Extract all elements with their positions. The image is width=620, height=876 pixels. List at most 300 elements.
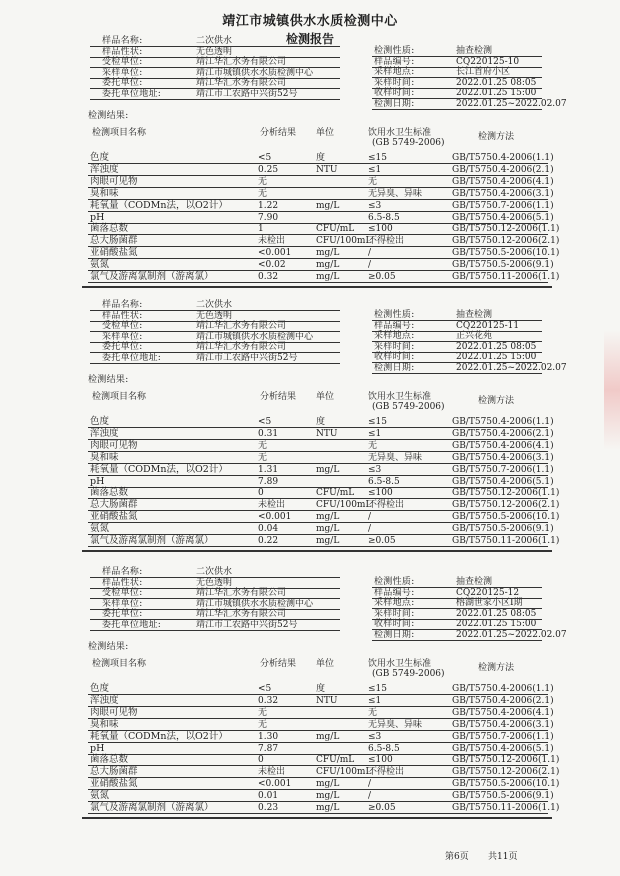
field-underline xyxy=(90,57,340,58)
report-title: 检测报告 xyxy=(285,32,334,46)
field-value-inspected-unit: 靖江华汇水务有限公司 xyxy=(196,321,287,331)
table-cell-standard: 无异臭、异味 xyxy=(368,452,423,463)
seal-edge-mark xyxy=(604,330,620,450)
field-value-sampling-site: 长江首府小区 xyxy=(456,67,511,77)
table-cell-result: 无 xyxy=(258,188,268,199)
field-underline xyxy=(90,352,340,353)
table-cell-standard: / xyxy=(368,248,372,259)
table-cell-item: 亚硝酸盐氮 xyxy=(90,247,138,259)
table-cell-result: 7.89 xyxy=(258,476,279,487)
table-cell-method: GB/T5750.7-2006(1.1) xyxy=(452,731,554,742)
field-value-test-date: 2022.01.25~2022.02.07 xyxy=(456,629,567,640)
field-label: 收样时间: xyxy=(374,352,415,362)
field-label: 样品编号: xyxy=(374,587,415,598)
field-underline xyxy=(372,352,542,353)
field-underline xyxy=(90,630,340,631)
table-cell-standard: / xyxy=(368,260,372,271)
field-underline xyxy=(372,362,542,363)
table-cell-result: 无 xyxy=(258,176,268,187)
table-cell-standard: 不得检出 xyxy=(368,236,405,247)
table-cell-method: GB/T5750.7-2006(1.1) xyxy=(452,464,554,475)
field-value-sample-nature: 无色透明 xyxy=(196,577,233,588)
table-cell-method: GB/T5750.11-2006(1.1) xyxy=(452,803,560,813)
page-total: 共11页 xyxy=(488,852,518,862)
org-name: 靖江市城镇供水水质检测中心 xyxy=(222,14,398,29)
column-header-standard-code: (GB 5749-2006) xyxy=(372,402,445,412)
field-label: 采样地点: xyxy=(374,67,415,77)
table-cell-standard: ≤3 xyxy=(368,464,382,475)
column-header-method: 检测方法 xyxy=(478,132,515,142)
page-number: 第6页 xyxy=(445,852,469,862)
table-cell-method: GB/T5750.4-2006(5.1) xyxy=(452,212,554,223)
table-cell-method: GB/T5750.5-2006(9.1) xyxy=(452,260,554,271)
table-cell-item: 肉眼可见物 xyxy=(90,175,138,187)
table-cell-unit: NTU xyxy=(316,164,338,175)
field-value-sampling-unit: 靖江市城镇供水水质检测中心 xyxy=(196,598,314,609)
field-value-sample-no: CQ220125-12 xyxy=(456,587,520,598)
column-header-unit: 单位 xyxy=(316,128,335,138)
table-cell-method: GB/T5750.4-2006(3.1) xyxy=(452,452,554,463)
column-header-standard-code: (GB 5749-2006) xyxy=(372,138,445,148)
field-label: 委托单位: xyxy=(102,342,143,352)
table-cell-standard: 无异臭、异味 xyxy=(368,719,423,730)
field-value-receive-time: 2022.01.25 15:00 xyxy=(456,619,537,629)
column-header-result: 分析结果 xyxy=(260,392,297,402)
table-cell-method: GB/T5750.4-2006(5.1) xyxy=(452,476,554,487)
field-label: 委托单位地址: xyxy=(102,619,162,630)
results-label: 检测结果: xyxy=(88,111,129,121)
table-cell-result: 未检出 xyxy=(258,236,286,247)
field-label: 样品性状: xyxy=(102,310,143,321)
table-cell-item: 肉眼可见物 xyxy=(90,706,138,718)
table-cell-result: <5 xyxy=(258,684,272,694)
table-cell-item: 氨氮 xyxy=(90,523,110,535)
table-cell-standard: ≤1 xyxy=(368,164,382,175)
table-cell-method: GB/T5750.12-2006(2.1) xyxy=(452,236,560,247)
table-cell-unit: CFU/100mL xyxy=(316,500,372,511)
field-value-commission-addr: 靖江市工农路中兴街52号 xyxy=(196,88,298,99)
table-cell-item: 亚硝酸盐氮 xyxy=(90,778,138,790)
table-cell-result: 0.32 xyxy=(258,272,279,282)
table-cell-method: GB/T5750.11-2006(1.1) xyxy=(452,272,560,282)
field-underline xyxy=(372,629,542,630)
table-cell-standard: ≤15 xyxy=(368,153,387,163)
table-cell-method: GB/T5750.12-2006(2.1) xyxy=(452,767,560,778)
table-cell-unit: mg/L xyxy=(316,791,340,802)
table-cell-unit: mg/L xyxy=(316,512,340,523)
field-value-test-nature: 抽查检测 xyxy=(456,310,493,320)
table-cell-unit: mg/L xyxy=(316,536,340,546)
table-cell-method: GB/T5750.12-2006(1.1) xyxy=(452,755,560,766)
field-label: 样品名称: xyxy=(102,36,143,46)
column-header-item: 检测项目名称 xyxy=(92,128,147,138)
field-underline xyxy=(372,608,542,609)
table-cell-unit: CFU/100mL xyxy=(316,236,372,247)
field-label: 委托单位地址: xyxy=(102,352,162,363)
column-header-standard-code: (GB 5749-2006) xyxy=(372,669,445,679)
field-value-test-date: 2022.01.25~2022.02.07 xyxy=(456,362,567,373)
column-header-standard: 饮用水卫生标准 xyxy=(368,392,432,402)
table-cell-unit: mg/L xyxy=(316,248,340,259)
table-cell-item: 氨氮 xyxy=(90,790,110,802)
field-underline xyxy=(90,609,340,610)
table-cell-item: 浑浊度 xyxy=(90,427,119,439)
field-label: 检测日期: xyxy=(374,98,415,109)
table-cell-standard: ≤100 xyxy=(368,755,393,766)
table-cell-method: GB/T5750.11-2006(1.1) xyxy=(452,536,560,546)
table-cell-method: GB/T5750.12-2006(1.1) xyxy=(452,224,560,235)
field-value-sampling-time: 2022.01.25 08:05 xyxy=(456,77,537,88)
table-cell-result: 1.22 xyxy=(258,200,279,211)
field-label: 收样时间: xyxy=(374,619,415,629)
table-cell-result: 0.04 xyxy=(258,524,279,535)
report-header xyxy=(0,10,620,47)
field-value-receive-time: 2022.01.25 15:00 xyxy=(456,352,537,362)
field-label: 采样时间: xyxy=(374,341,415,352)
table-row-line xyxy=(88,718,548,719)
field-underline xyxy=(372,67,542,68)
table-cell-standard: 6.5-8.5 xyxy=(368,212,400,223)
table-cell-standard: / xyxy=(368,791,372,802)
field-label: 样品性状: xyxy=(102,46,143,57)
column-header-unit: 单位 xyxy=(316,659,335,669)
table-cell-item: 亚硝酸盐氮 xyxy=(90,511,138,523)
table-cell-result: 1.30 xyxy=(258,731,279,742)
table-cell-standard: ≤3 xyxy=(368,200,382,211)
table-cell-result: 7.90 xyxy=(258,212,279,223)
field-label: 样品名称: xyxy=(102,567,143,577)
field-label: 受检单位: xyxy=(102,57,143,67)
field-underline xyxy=(90,363,340,364)
field-underline xyxy=(90,331,340,332)
field-underline xyxy=(90,577,340,578)
table-cell-result: 无 xyxy=(258,719,268,730)
field-label: 采样单位: xyxy=(102,67,143,78)
table-cell-standard: 无 xyxy=(368,176,378,187)
field-underline xyxy=(90,619,340,620)
field-underline xyxy=(372,77,542,78)
table-cell-standard: ≤15 xyxy=(368,417,387,427)
field-underline xyxy=(372,320,542,321)
table-cell-unit: NTU xyxy=(316,428,338,439)
field-underline xyxy=(90,67,340,68)
table-cell-method: GB/T5750.4-2006(4.1) xyxy=(452,440,554,451)
field-label: 检测日期: xyxy=(374,629,415,640)
field-underline xyxy=(90,78,340,79)
field-label: 采样地点: xyxy=(374,598,415,608)
table-cell-method: GB/T5750.7-2006(1.1) xyxy=(452,200,554,211)
column-header-item: 检测项目名称 xyxy=(92,659,147,669)
field-value-commission-unit: 靖江华汇水务有限公司 xyxy=(196,78,287,88)
table-cell-item: 色度 xyxy=(90,152,110,163)
table-cell-method: GB/T5750.4-2006(3.1) xyxy=(452,719,554,730)
field-underline xyxy=(372,88,542,89)
table-row-line xyxy=(88,439,548,440)
field-underline xyxy=(372,640,542,641)
column-header-standard: 饮用水卫生标准 xyxy=(368,659,432,669)
table-cell-result: <0.001 xyxy=(258,248,292,259)
table-cell-result: 0.22 xyxy=(258,536,279,546)
table-cell-result: 0.32 xyxy=(258,695,279,706)
field-value-inspected-unit: 靖江华汇水务有限公司 xyxy=(196,588,287,598)
table-cell-item: 耗氧量（CODMn法，以O2计） xyxy=(90,463,228,475)
table-cell-item: 总大肠菌群 xyxy=(90,766,138,778)
column-header-method: 检测方法 xyxy=(478,396,515,406)
table-cell-method: GB/T5750.5-2006(10.1) xyxy=(452,248,560,259)
field-value-sample-nature: 无色透明 xyxy=(196,310,233,321)
field-value-test-date: 2022.01.25~2022.02.07 xyxy=(456,98,567,109)
field-value-sampling-time: 2022.01.25 08:05 xyxy=(456,608,537,619)
field-value-sample-name: 二次供水 xyxy=(196,567,233,577)
table-row-line xyxy=(88,211,548,212)
column-header-method: 检测方法 xyxy=(478,663,515,673)
table-cell-result: 0 xyxy=(258,755,264,766)
results-label: 检测结果: xyxy=(88,375,129,385)
table-cell-unit: mg/L xyxy=(316,200,340,211)
column-header-result: 分析结果 xyxy=(260,128,297,138)
table-cell-unit: CFU/100mL xyxy=(316,767,372,778)
table-cell-method: GB/T5750.4-2006(2.1) xyxy=(452,428,554,439)
table-cell-result: <0.001 xyxy=(258,512,292,523)
column-header-result: 分析结果 xyxy=(260,659,297,669)
table-row-line xyxy=(88,282,548,283)
table-cell-method: GB/T5750.4-2006(2.1) xyxy=(452,695,554,706)
field-underline xyxy=(90,588,340,589)
field-label: 检测日期: xyxy=(374,362,415,373)
table-cell-method: GB/T5750.4-2006(5.1) xyxy=(452,743,554,754)
table-cell-method: GB/T5750.12-2006(1.1) xyxy=(452,488,560,499)
table-row-line xyxy=(88,427,548,428)
table-row-line xyxy=(88,742,548,743)
field-label: 样品编号: xyxy=(374,56,415,67)
field-value-sampling-unit: 靖江市城镇供水水质检测中心 xyxy=(196,67,314,78)
table-cell-result: 0.31 xyxy=(258,428,279,439)
table-cell-item: 耗氧量（CODMn法，以O2计） xyxy=(90,730,228,742)
table-row-line xyxy=(88,706,548,707)
table-cell-unit: CFU/mL xyxy=(316,755,355,766)
table-cell-result: <0.02 xyxy=(258,260,286,271)
field-label: 检测性质: xyxy=(374,577,415,587)
table-cell-method: GB/T5750.4-2006(4.1) xyxy=(452,176,554,187)
table-cell-result: 未检出 xyxy=(258,767,286,778)
section-separator xyxy=(82,817,552,819)
table-cell-standard: 不得检出 xyxy=(368,500,405,511)
table-cell-unit: mg/L xyxy=(316,524,340,535)
table-cell-item: 菌落总数 xyxy=(90,487,129,499)
table-cell-standard: ≥0.05 xyxy=(368,272,396,282)
table-cell-method: GB/T5750.4-2006(3.1) xyxy=(452,188,554,199)
table-cell-unit: 度 xyxy=(316,684,326,694)
field-underline xyxy=(372,598,542,599)
table-cell-standard: 6.5-8.5 xyxy=(368,743,400,754)
field-label: 委托单位: xyxy=(102,78,143,88)
table-cell-standard: ≤3 xyxy=(368,731,382,742)
table-cell-standard: 6.5-8.5 xyxy=(368,476,400,487)
field-value-commission-unit: 靖江华汇水务有限公司 xyxy=(196,342,287,352)
table-row-line xyxy=(88,187,548,188)
table-cell-unit: 度 xyxy=(316,417,326,427)
table-cell-standard: 无异臭、异味 xyxy=(368,188,423,199)
table-cell-result: 无 xyxy=(258,707,268,718)
table-cell-unit: mg/L xyxy=(316,731,340,742)
table-cell-item: 臭和味 xyxy=(90,187,119,199)
table-cell-unit: mg/L xyxy=(316,272,340,282)
table-cell-standard: ≤1 xyxy=(368,695,382,706)
table-cell-standard: ≥0.05 xyxy=(368,803,396,813)
field-underline xyxy=(90,88,340,89)
field-label: 收样时间: xyxy=(374,88,415,98)
table-cell-unit: mg/L xyxy=(316,803,340,813)
field-value-sample-no: CQ220125-10 xyxy=(456,56,520,67)
table-cell-method: GB/T5750.4-2006(1.1) xyxy=(452,153,554,163)
table-cell-result: 7.87 xyxy=(258,743,279,754)
table-cell-item: 色度 xyxy=(90,683,110,694)
field-value-sampling-time: 2022.01.25 08:05 xyxy=(456,341,537,352)
field-label: 采样时间: xyxy=(374,608,415,619)
table-cell-item: 浑浊度 xyxy=(90,694,119,706)
table-cell-method: GB/T5750.4-2006(4.1) xyxy=(452,707,554,718)
table-cell-result: <5 xyxy=(258,153,272,163)
field-underline xyxy=(372,619,542,620)
field-value-sampling-site: 榕湖世家小区Ⅰ期 xyxy=(456,598,523,608)
column-header-item: 检测项目名称 xyxy=(92,392,147,402)
field-value-test-nature: 抽查检测 xyxy=(456,46,493,56)
table-cell-standard: ≤100 xyxy=(368,488,393,499)
field-label: 样品性状: xyxy=(102,577,143,588)
table-cell-standard: ≥0.05 xyxy=(368,536,396,546)
table-row-line xyxy=(88,451,548,452)
table-row-line xyxy=(88,163,548,164)
table-cell-method: GB/T5750.12-2006(2.1) xyxy=(452,500,560,511)
table-cell-item: 色度 xyxy=(90,416,110,427)
field-value-sampling-site: 正兴花苑 xyxy=(456,331,493,341)
table-row-line xyxy=(88,546,548,547)
table-cell-item: 臭和味 xyxy=(90,451,119,463)
table-cell-item: 肉眼可见物 xyxy=(90,439,138,451)
field-label: 委托单位: xyxy=(102,609,143,619)
table-cell-standard: 无 xyxy=(368,707,378,718)
table-cell-item: 总大肠菌群 xyxy=(90,235,138,247)
field-underline xyxy=(372,373,542,374)
field-value-test-nature: 抽查检测 xyxy=(456,577,493,587)
table-cell-method: GB/T5750.5-2006(9.1) xyxy=(452,791,554,802)
table-cell-unit: NTU xyxy=(316,695,338,706)
field-underline xyxy=(90,342,340,343)
table-cell-unit: mg/L xyxy=(316,464,340,475)
results-label: 检测结果: xyxy=(88,642,129,652)
field-label: 采样地点: xyxy=(374,331,415,341)
table-cell-standard: 无 xyxy=(368,440,378,451)
field-label: 采样时间: xyxy=(374,77,415,88)
field-underline xyxy=(372,109,542,110)
table-cell-item: 总大肠菌群 xyxy=(90,499,138,511)
column-header-unit: 单位 xyxy=(316,392,335,402)
field-value-receive-time: 2022.01.25 15:00 xyxy=(456,88,537,98)
field-underline xyxy=(372,341,542,342)
table-cell-result: 未检出 xyxy=(258,500,286,511)
table-cell-standard: ≤1 xyxy=(368,428,382,439)
table-cell-unit: CFU/mL xyxy=(316,224,355,235)
field-underline xyxy=(372,56,542,57)
table-cell-method: GB/T5750.5-2006(10.1) xyxy=(452,512,560,523)
field-label: 检测性质: xyxy=(374,310,415,320)
table-cell-method: GB/T5750.5-2006(9.1) xyxy=(452,524,554,535)
table-cell-method: GB/T5750.4-2006(1.1) xyxy=(452,417,554,427)
table-cell-item: 耗氧量（CODMn法，以O2计） xyxy=(90,199,228,211)
table-row-line xyxy=(88,175,548,176)
table-cell-standard: / xyxy=(368,524,372,535)
table-cell-result: 无 xyxy=(258,440,268,451)
table-cell-item: 氯气及游离氯制剂（游离氯） xyxy=(90,271,214,282)
field-value-sample-name: 二次供水 xyxy=(196,36,233,46)
field-value-inspected-unit: 靖江华汇水务有限公司 xyxy=(196,57,287,67)
table-cell-standard: / xyxy=(368,512,372,523)
field-underline xyxy=(90,99,340,100)
field-underline xyxy=(90,46,340,47)
table-cell-result: 无 xyxy=(258,452,268,463)
table-cell-unit: mg/L xyxy=(316,260,340,271)
table-cell-unit: CFU/mL xyxy=(316,488,355,499)
table-cell-standard: 不得检出 xyxy=(368,767,405,778)
field-label: 检测性质: xyxy=(374,46,415,56)
table-row-line xyxy=(88,475,548,476)
field-value-commission-addr: 靖江市工农路中兴街52号 xyxy=(196,619,298,630)
column-header-standard: 饮用水卫生标准 xyxy=(368,128,432,138)
table-cell-result: 0.25 xyxy=(258,164,279,175)
table-cell-result: <5 xyxy=(258,417,272,427)
table-cell-result: 0.01 xyxy=(258,791,279,802)
table-row-line xyxy=(88,813,548,814)
table-cell-unit: mg/L xyxy=(316,779,340,790)
table-cell-item: pH xyxy=(90,211,105,223)
field-underline xyxy=(90,310,340,311)
field-value-sample-name: 二次供水 xyxy=(196,300,233,310)
table-cell-method: GB/T5750.4-2006(2.1) xyxy=(452,164,554,175)
field-value-sample-no: CQ220125-11 xyxy=(456,320,520,331)
table-cell-item: pH xyxy=(90,475,105,487)
section-separator xyxy=(82,550,552,552)
table-cell-method: GB/T5750.4-2006(1.1) xyxy=(452,684,554,694)
field-label: 采样单位: xyxy=(102,598,143,609)
field-label: 采样单位: xyxy=(102,331,143,342)
table-row-line xyxy=(88,694,548,695)
table-cell-item: 臭和味 xyxy=(90,718,119,730)
table-cell-result: 0.23 xyxy=(258,803,279,813)
field-value-commission-unit: 靖江华汇水务有限公司 xyxy=(196,609,287,619)
table-cell-unit: 度 xyxy=(316,153,326,163)
field-label: 受检单位: xyxy=(102,588,143,598)
field-label: 委托单位地址: xyxy=(102,88,162,99)
table-cell-item: 氯气及游离氯制剂（游离氯） xyxy=(90,535,214,546)
table-cell-standard: ≤15 xyxy=(368,684,387,694)
field-value-sampling-unit: 靖江市城镇供水水质检测中心 xyxy=(196,331,314,342)
table-cell-item: 氯气及游离氯制剂（游离氯） xyxy=(90,802,214,813)
field-underline xyxy=(90,321,340,322)
table-cell-result: 0 xyxy=(258,488,264,499)
field-underline xyxy=(90,598,340,599)
field-value-commission-addr: 靖江市工农路中兴街52号 xyxy=(196,352,298,363)
field-underline xyxy=(372,587,542,588)
table-cell-method: GB/T5750.5-2006(10.1) xyxy=(452,779,560,790)
table-cell-item: pH xyxy=(90,742,105,754)
field-underline xyxy=(372,331,542,332)
table-cell-item: 菌落总数 xyxy=(90,754,129,766)
field-label: 受检单位: xyxy=(102,321,143,331)
field-label: 样品名称: xyxy=(102,300,143,310)
table-cell-item: 浑浊度 xyxy=(90,163,119,175)
table-cell-item: 菌落总数 xyxy=(90,223,129,235)
table-cell-result: 1 xyxy=(258,224,264,235)
